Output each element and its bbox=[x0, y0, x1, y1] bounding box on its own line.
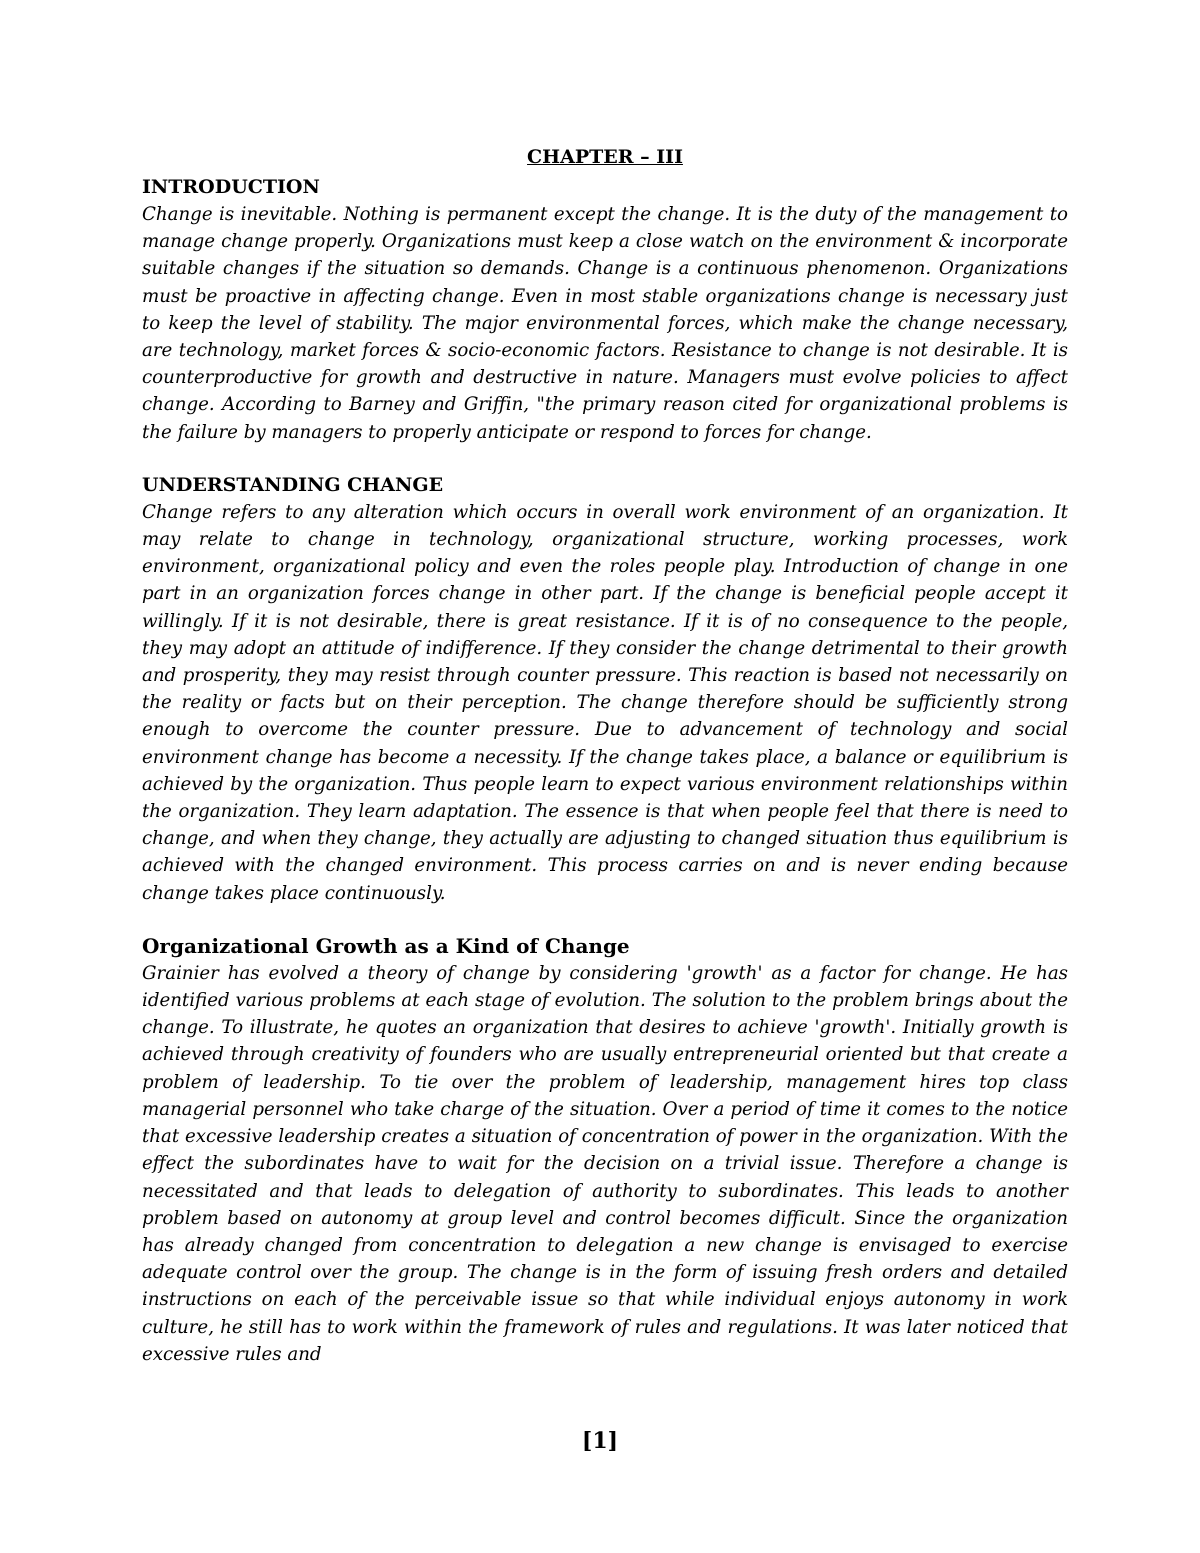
section-heading-organizational-growth: Organizational Growth as a Kind of Change bbox=[142, 933, 630, 958]
page-number: [1] bbox=[581, 1428, 619, 1454]
document-page bbox=[142, 140, 1068, 1368]
section-body-understanding-change: Change refers to any alteration which occurs in overall work environment of an organization. It may relate to change in technology, organizational structure, working processes, work environment, organizational policy and even the roles people play. Introduction of change in one part in an organization forces change in other part. If the change is beneficial people accept it willingly. If it is not desirable, there is great resistance. If it is of no consequence to the people, they may adopt an attitude of indifference. If they consider the change detrimental to their growth and prosperity, they may resist through counter pressure. This reaction is based not necessarily on the reality or facts but on their perception. The change therefore should be sufficiently strong enough to overcome the counter pressure. Due to advancement of technology and social environment change has become a necessity. If the change takes place, a balance or equilibrium is achieved by the organization. Thus people learn to expect various environment relationships within the organization. They learn adaptation. The essence is that when people feel that there is need to change, and when they change, they actually are adjusting to changed situation thus equilibrium is achieved with the changed environment. This process carries on and is never ending because change takes place continuously. bbox=[142, 501, 1068, 904]
section-heading-understanding-change: UNDERSTANDING CHANGE bbox=[142, 473, 444, 496]
section-body-introduction: Change is inevitable. Nothing is permanent except the change. It is the duty of the management to manage change properly. Organizations must keep a close watch on the environment & incorporate suitable changes if the situation so demands. Change is a continuous phenomenon. Organizations must be proactive in affecting change. Even in most stable organizations change is necessary just to keep the level of stability. The major environmental forces, which make the change necessary, are technology, market forces & socio-economic factors. Resistance to change is not desirable. It is counterproductive for growth and destructive in nature. Managers must evolve policies to affect change. According to Barney and Griffin, "the primary reason cited for organizational problems is the failure by managers to properly anticipate or respond to forces for change. bbox=[142, 204, 1068, 443]
section-heading-introduction: INTRODUCTION bbox=[142, 176, 320, 198]
section-body-organizational-growth: Grainier has evolved a theory of change by considering 'growth' as a factor for change. He has identified various problems at each stage of evolution. The solution to the problem brings about the change. To illustrate, he quotes an organization that desires to achieve 'growth'. Initially growth is achieved through creativity of founders who are usually entrepreneurial oriented but that create a problem of leadership. To tie over the problem of leadership, management hires top class managerial personnel who take charge of the situation. Over a period of time it comes to the notice that excessive leadership creates a situation of concentration of power in the organization. With the effect the subordinates have to wait for the decision on a trivial issue. Therefore a change is necessitated and that leads to delegation of authority to subordinates. This leads to another problem based on autonomy at group level and control becomes difficult. Since the organization has already changed from concentration to delegation a new change is envisaged to exercise adequate control over the group. The change is in the form of issuing fresh orders and detailed instructions on each of the perceivable issue so that while individual enjoys autonomy in work culture, he still has to work within the framework of rules and regulations. It was later noticed that excessive rules and bbox=[142, 962, 1068, 1365]
chapter-title: CHAPTER – III bbox=[527, 146, 683, 168]
